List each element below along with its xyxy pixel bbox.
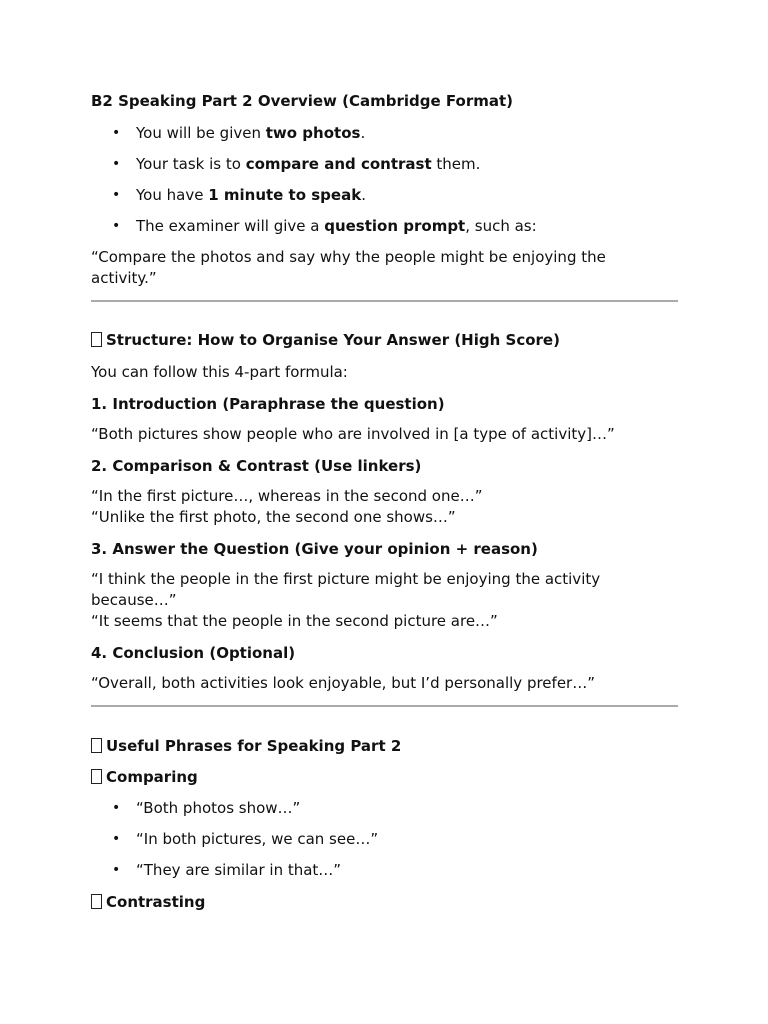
section-title-phrases: Useful Phrases for Speaking Part 2	[91, 735, 401, 757]
list-item: • “They are similar in that…”	[112, 861, 342, 879]
list-item: • You have 1 minute to speak.	[112, 186, 366, 204]
pin-icon	[91, 332, 102, 347]
step-4-title: 4. Conclusion (Optional)	[91, 644, 296, 662]
section-title-overview: B2 Speaking Part 2 Overview (Cambridge Format)	[91, 92, 513, 110]
list-item: • Your task is to compare and contrast them.	[112, 155, 481, 173]
step-1-text: “Both pictures show people who are involved in [a type of activity]…”	[91, 425, 615, 443]
check-icon	[91, 769, 102, 784]
bullet-dot: •	[112, 862, 121, 878]
divider	[91, 300, 678, 302]
bullet-dot: •	[112, 831, 121, 847]
prompt-quote-line-2: activity.”	[91, 269, 157, 287]
comparing-title: Comparing	[91, 766, 198, 788]
prompt-quote-line-1: “Compare the photos and say why the people might be enjoying the	[91, 248, 606, 266]
bullet-dot: •	[112, 156, 121, 172]
step-3-line-3: “It seems that the people in the second picture are…”	[91, 612, 498, 630]
step-2-line-2: “Unlike the first photo, the second one shows…”	[91, 508, 456, 526]
section-title-structure: Structure: How to Organise Your Answer (High Score)	[91, 329, 560, 351]
step-3-line-2: because…”	[91, 591, 177, 609]
list-item: • “In both pictures, we can see…”	[112, 830, 379, 848]
comparing-bullet-list	[91, 797, 678, 890]
bullet-dot: •	[112, 800, 121, 816]
list-item: • “Both photos show…”	[112, 799, 301, 817]
bullet-dot: •	[112, 218, 121, 234]
step-3-title: 3. Answer the Question (Give your opinion + reason)	[91, 540, 538, 558]
divider	[91, 705, 678, 707]
list-item: • You will be given two photos.	[112, 124, 366, 142]
overview-bullet-list	[91, 122, 678, 246]
list-item: • The examiner will give a question prompt, such as:	[112, 217, 537, 235]
step-2-line-1: “In the first picture…, whereas in the second one…”	[91, 487, 483, 505]
contrasting-title: Contrasting	[91, 891, 205, 913]
step-4-text: “Overall, both activities look enjoyable, but I’d personally prefer…”	[91, 674, 595, 692]
step-3-line-1: “I think the people in the first picture might be enjoying the activity	[91, 570, 601, 588]
bullet-dot: •	[112, 125, 121, 141]
cross-icon	[91, 894, 102, 909]
bullet-dot: •	[112, 187, 121, 203]
step-1-title: 1. Introduction (Paraphrase the question)	[91, 395, 445, 413]
speech-icon	[91, 738, 102, 753]
step-2-title: 2. Comparison & Contrast (Use linkers)	[91, 457, 422, 475]
structure-intro: You can follow this 4-part formula:	[91, 363, 348, 381]
